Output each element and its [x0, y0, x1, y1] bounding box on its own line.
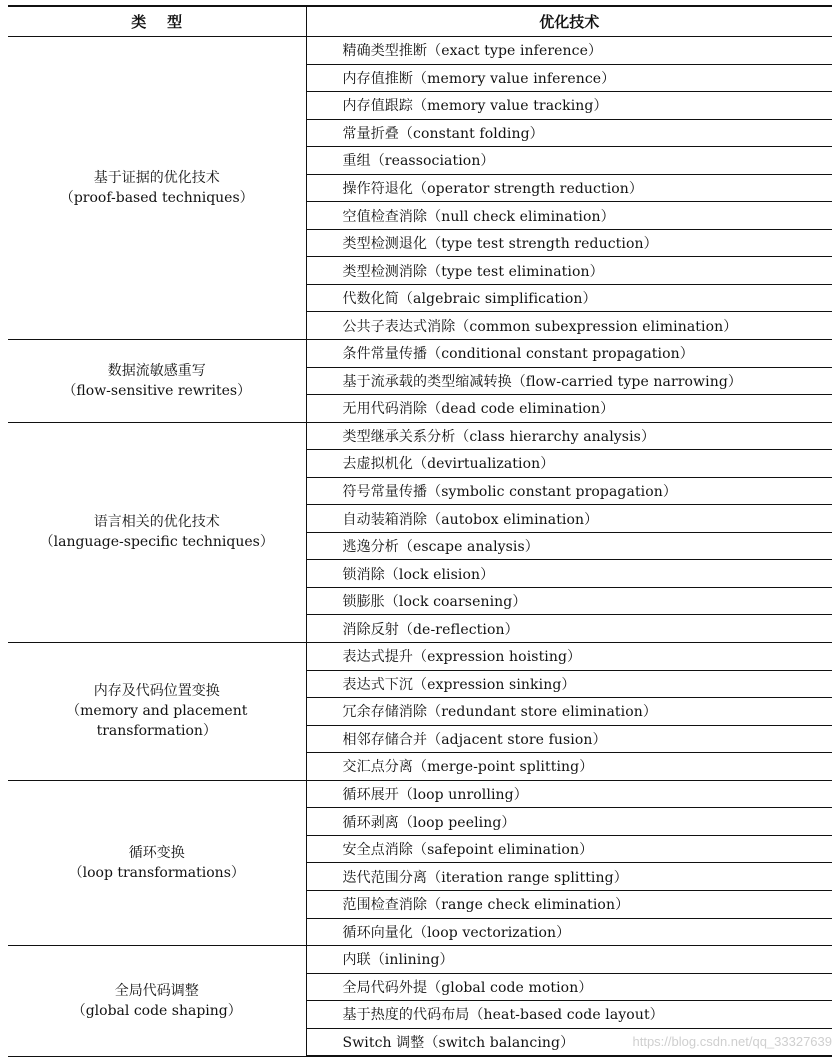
- technique-cell: 符号常量传播（symbolic constant propagation）: [306, 477, 832, 505]
- table-body: [8, 37, 832, 1057]
- category-cell: [8, 643, 306, 781]
- technique-cell: 无用代码消除（dead code elimination）: [306, 395, 832, 423]
- category-cell: [8, 780, 306, 945]
- table-row: [8, 643, 832, 671]
- technique-cell: 操作符退化（operator strength reduction）: [306, 174, 832, 202]
- technique-cell: 精确类型推断（exact type inference）: [306, 37, 832, 65]
- technique-cell: 表达式下沉（expression sinking）: [306, 670, 832, 698]
- technique-cell: 基于流承载的类型缩减转换（flow-carried type narrowing）: [306, 367, 832, 395]
- category-english-name: （proof-based techniques）: [59, 190, 254, 206]
- technique-cell: 范围检查消除（range check elimination）: [306, 890, 832, 918]
- technique-cell: 自动装箱消除（autobox elimination）: [306, 505, 832, 533]
- technique-cell: 内联（inlining）: [306, 946, 832, 974]
- technique-cell: 锁膨胀（lock coarsening）: [306, 587, 832, 615]
- table-row: [8, 37, 832, 65]
- header-type: 类 型: [8, 6, 306, 37]
- category-cell: [8, 340, 306, 423]
- category-cell: [8, 422, 306, 642]
- technique-cell: 内存值跟踪（memory value tracking）: [306, 92, 832, 120]
- technique-cell: 冗余存储消除（redundant store elimination）: [306, 698, 832, 726]
- technique-cell: 类型检测退化（type test strength reduction）: [306, 229, 832, 257]
- category-cell: [8, 946, 306, 1057]
- technique-cell: 内存值推断（memory value inference）: [306, 64, 832, 92]
- technique-cell: 迭代范围分离（iteration range splitting）: [306, 863, 832, 891]
- category-english-name: （loop transformations）: [68, 864, 245, 881]
- category-name: 数据流敏感重写: [107, 362, 206, 379]
- technique-cell: 条件常量传播（conditional constant propagation）: [306, 340, 832, 368]
- technique-cell: 代数化简（algebraic simplification）: [306, 284, 832, 312]
- category-name: 语言相关的优化技术: [93, 514, 220, 531]
- technique-cell: 去虚拟机化（devirtualization）: [306, 450, 832, 478]
- technique-cell: 类型继承关系分析（class hierarchy analysis）: [306, 422, 832, 450]
- technique-cell: 安全点消除（safepoint elimination）: [306, 835, 832, 863]
- category-english-name: （flow-sensitive rewrites）: [62, 382, 252, 399]
- optimization-techniques-table: [8, 5, 832, 1057]
- technique-cell: Switch 调整（switch balancing）: [306, 1028, 832, 1056]
- table-row: [8, 946, 832, 974]
- technique-cell: 循环剥离（loop peeling）: [306, 808, 832, 836]
- technique-cell: 类型检测消除（type test elimination）: [306, 257, 832, 285]
- technique-cell: 公共子表达式消除（common subexpression elimination）: [306, 312, 832, 340]
- category-english-name: （memory and placement transformation）: [66, 703, 248, 740]
- technique-cell: 锁消除（lock elision）: [306, 560, 832, 588]
- category-cell: [8, 37, 306, 340]
- category-english-name: （global code shaping）: [71, 1002, 242, 1019]
- technique-cell: 重组（reassociation）: [306, 147, 832, 175]
- category-name: 全局代码调整: [114, 982, 199, 999]
- technique-cell: 基于热度的代码布局（heat-based code layout）: [306, 1001, 832, 1029]
- technique-cell: 循环向量化（loop vectorization）: [306, 918, 832, 946]
- technique-cell: 交汇点分离（merge-point splitting）: [306, 753, 832, 781]
- technique-cell: 表达式提升（expression hoisting）: [306, 643, 832, 671]
- table-header-row: [8, 6, 832, 37]
- technique-cell: 常量折叠（constant folding）: [306, 119, 832, 147]
- technique-cell: 全局代码外提（global code motion）: [306, 973, 832, 1001]
- technique-cell: 逃逸分析（escape analysis）: [306, 532, 832, 560]
- technique-cell: 消除反射（de-reflection）: [306, 615, 832, 643]
- header-technique: 优化技术: [306, 6, 832, 37]
- category-english-name: （language-specific techniques）: [39, 534, 274, 551]
- table-row: [8, 422, 832, 450]
- table-row: [8, 340, 832, 368]
- technique-cell: 循环展开（loop unrolling）: [306, 780, 832, 808]
- category-name: 循环变换: [128, 844, 185, 861]
- category-name: 内存及代码位置变换: [93, 683, 220, 700]
- table-row: [8, 780, 832, 808]
- technique-cell: 空值检查消除（null check elimination）: [306, 202, 832, 230]
- technique-cell: 相邻存储合并（adjacent store fusion）: [306, 725, 832, 753]
- category-name: 基于证据的优化技术: [93, 170, 220, 186]
- watermark: https://blog.csdn.net/qq_33327639: [632, 1034, 832, 1049]
